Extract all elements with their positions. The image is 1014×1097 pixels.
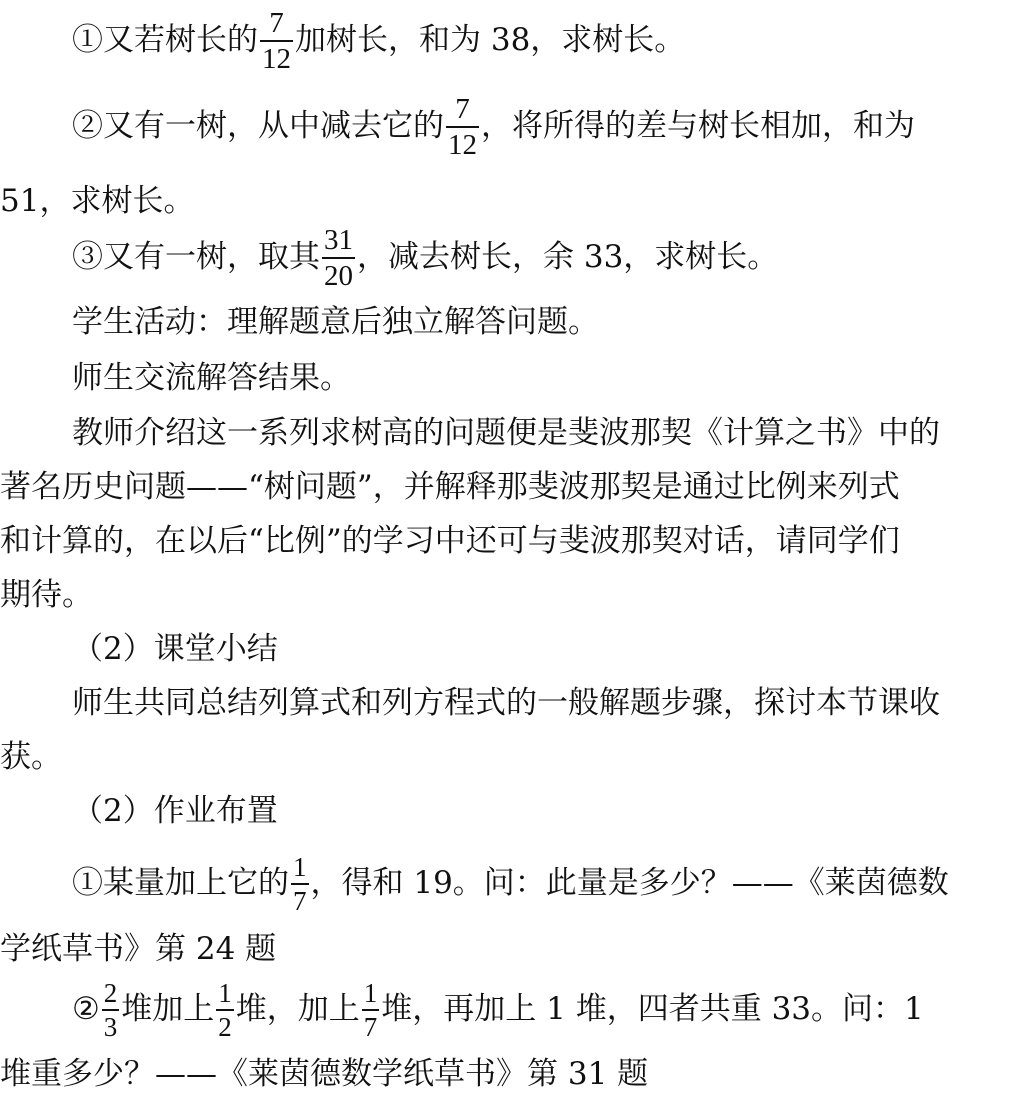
fraction-numerator: 1 — [363, 978, 378, 1008]
fraction-denominator: 2 — [216, 1009, 234, 1041]
fraction-31-20 — [322, 225, 355, 292]
homework-1 — [72, 853, 949, 916]
student-activity: 学生活动：理解题意后独立解答问题。 — [72, 304, 599, 340]
fraction-2-3 — [102, 979, 120, 1042]
fraction-numerator: 1 — [293, 852, 307, 882]
intro-line-4: 期待。 — [0, 577, 93, 613]
summary-heading: （2）课堂小结 — [72, 631, 278, 667]
problem-3-text-pre: ③又有一树，取其 — [72, 238, 320, 275]
problem-2-text-post: ，将所得的差与树长相加，和为 — [481, 107, 915, 144]
fraction-numerator: 1 — [218, 978, 232, 1008]
fraction-numerator: 31 — [324, 224, 353, 256]
fraction-1-7 — [362, 979, 380, 1042]
fraction-numerator: 2 — [103, 978, 118, 1008]
homework-1-text-pre: ①某量加上它的 — [72, 864, 289, 901]
fraction-7-12 — [260, 8, 293, 75]
problem-2 — [72, 94, 915, 161]
fraction-denominator: 3 — [102, 1009, 120, 1041]
intro-line-2: 著名历史问题——“树问题”，并解释那斐波那契是通过比例来列式 — [0, 469, 900, 505]
fraction-numerator: 7 — [269, 7, 284, 39]
teacher-student-exchange: 师生交流解答结果。 — [72, 360, 351, 396]
homework-1-continuation: 学纸草书》第 24 题 — [0, 931, 277, 967]
problem-2-text-pre: ②又有一树，从中减去它的 — [72, 107, 444, 144]
fraction-denominator: 12 — [446, 126, 479, 160]
homework-2-text-post: 堆，再加上 1 堆，四者共重 33。问：1 — [381, 990, 924, 1027]
fraction-1-7 — [291, 853, 309, 916]
fraction-denominator: 7 — [291, 883, 309, 915]
homework-2-text-mid-2: 堆，加上 — [235, 990, 360, 1027]
homework-heading: （2）作业布置 — [72, 793, 278, 829]
fraction-numerator: 7 — [455, 93, 470, 125]
problem-1-text-pre: ①又若树长的 — [72, 21, 258, 58]
fraction-denominator: 7 — [362, 1009, 380, 1041]
homework-1-text-post: ，得和 19。问：此量是多少？——《莱茵德数 — [310, 864, 949, 901]
homework-2-text-pre: ② — [72, 990, 100, 1027]
problem-1-text-post: 加树长，和为 38，求树长。 — [295, 21, 686, 58]
fraction-1-2 — [216, 979, 234, 1042]
fraction-7-12 — [446, 94, 479, 161]
summary-line-1: 师生共同总结列算式和列方程式的一般解题步骤，探讨本节课收 — [72, 685, 940, 721]
homework-2-text-mid-1: 堆加上 — [121, 990, 215, 1027]
problem-3-text-post: ，减去树长，余 33，求树长。 — [357, 238, 779, 275]
homework-2-continuation: 堆重多少？——《莱茵德数学纸草书》第 31 题 — [0, 1056, 649, 1092]
fraction-denominator: 12 — [260, 40, 293, 74]
problem-2-continuation: 51，求树长。 — [0, 183, 195, 219]
summary-line-2: 获。 — [0, 739, 62, 775]
intro-line-3: 和计算的，在以后“比例”的学习中还可与斐波那契对话，请同学们 — [0, 523, 900, 559]
homework-2 — [72, 979, 924, 1042]
intro-line-1: 教师介绍这一系列求树高的问题便是斐波那契《计算之书》中的 — [72, 415, 940, 451]
problem-3 — [72, 225, 778, 292]
problem-1 — [72, 8, 685, 75]
fraction-denominator: 20 — [322, 257, 355, 291]
